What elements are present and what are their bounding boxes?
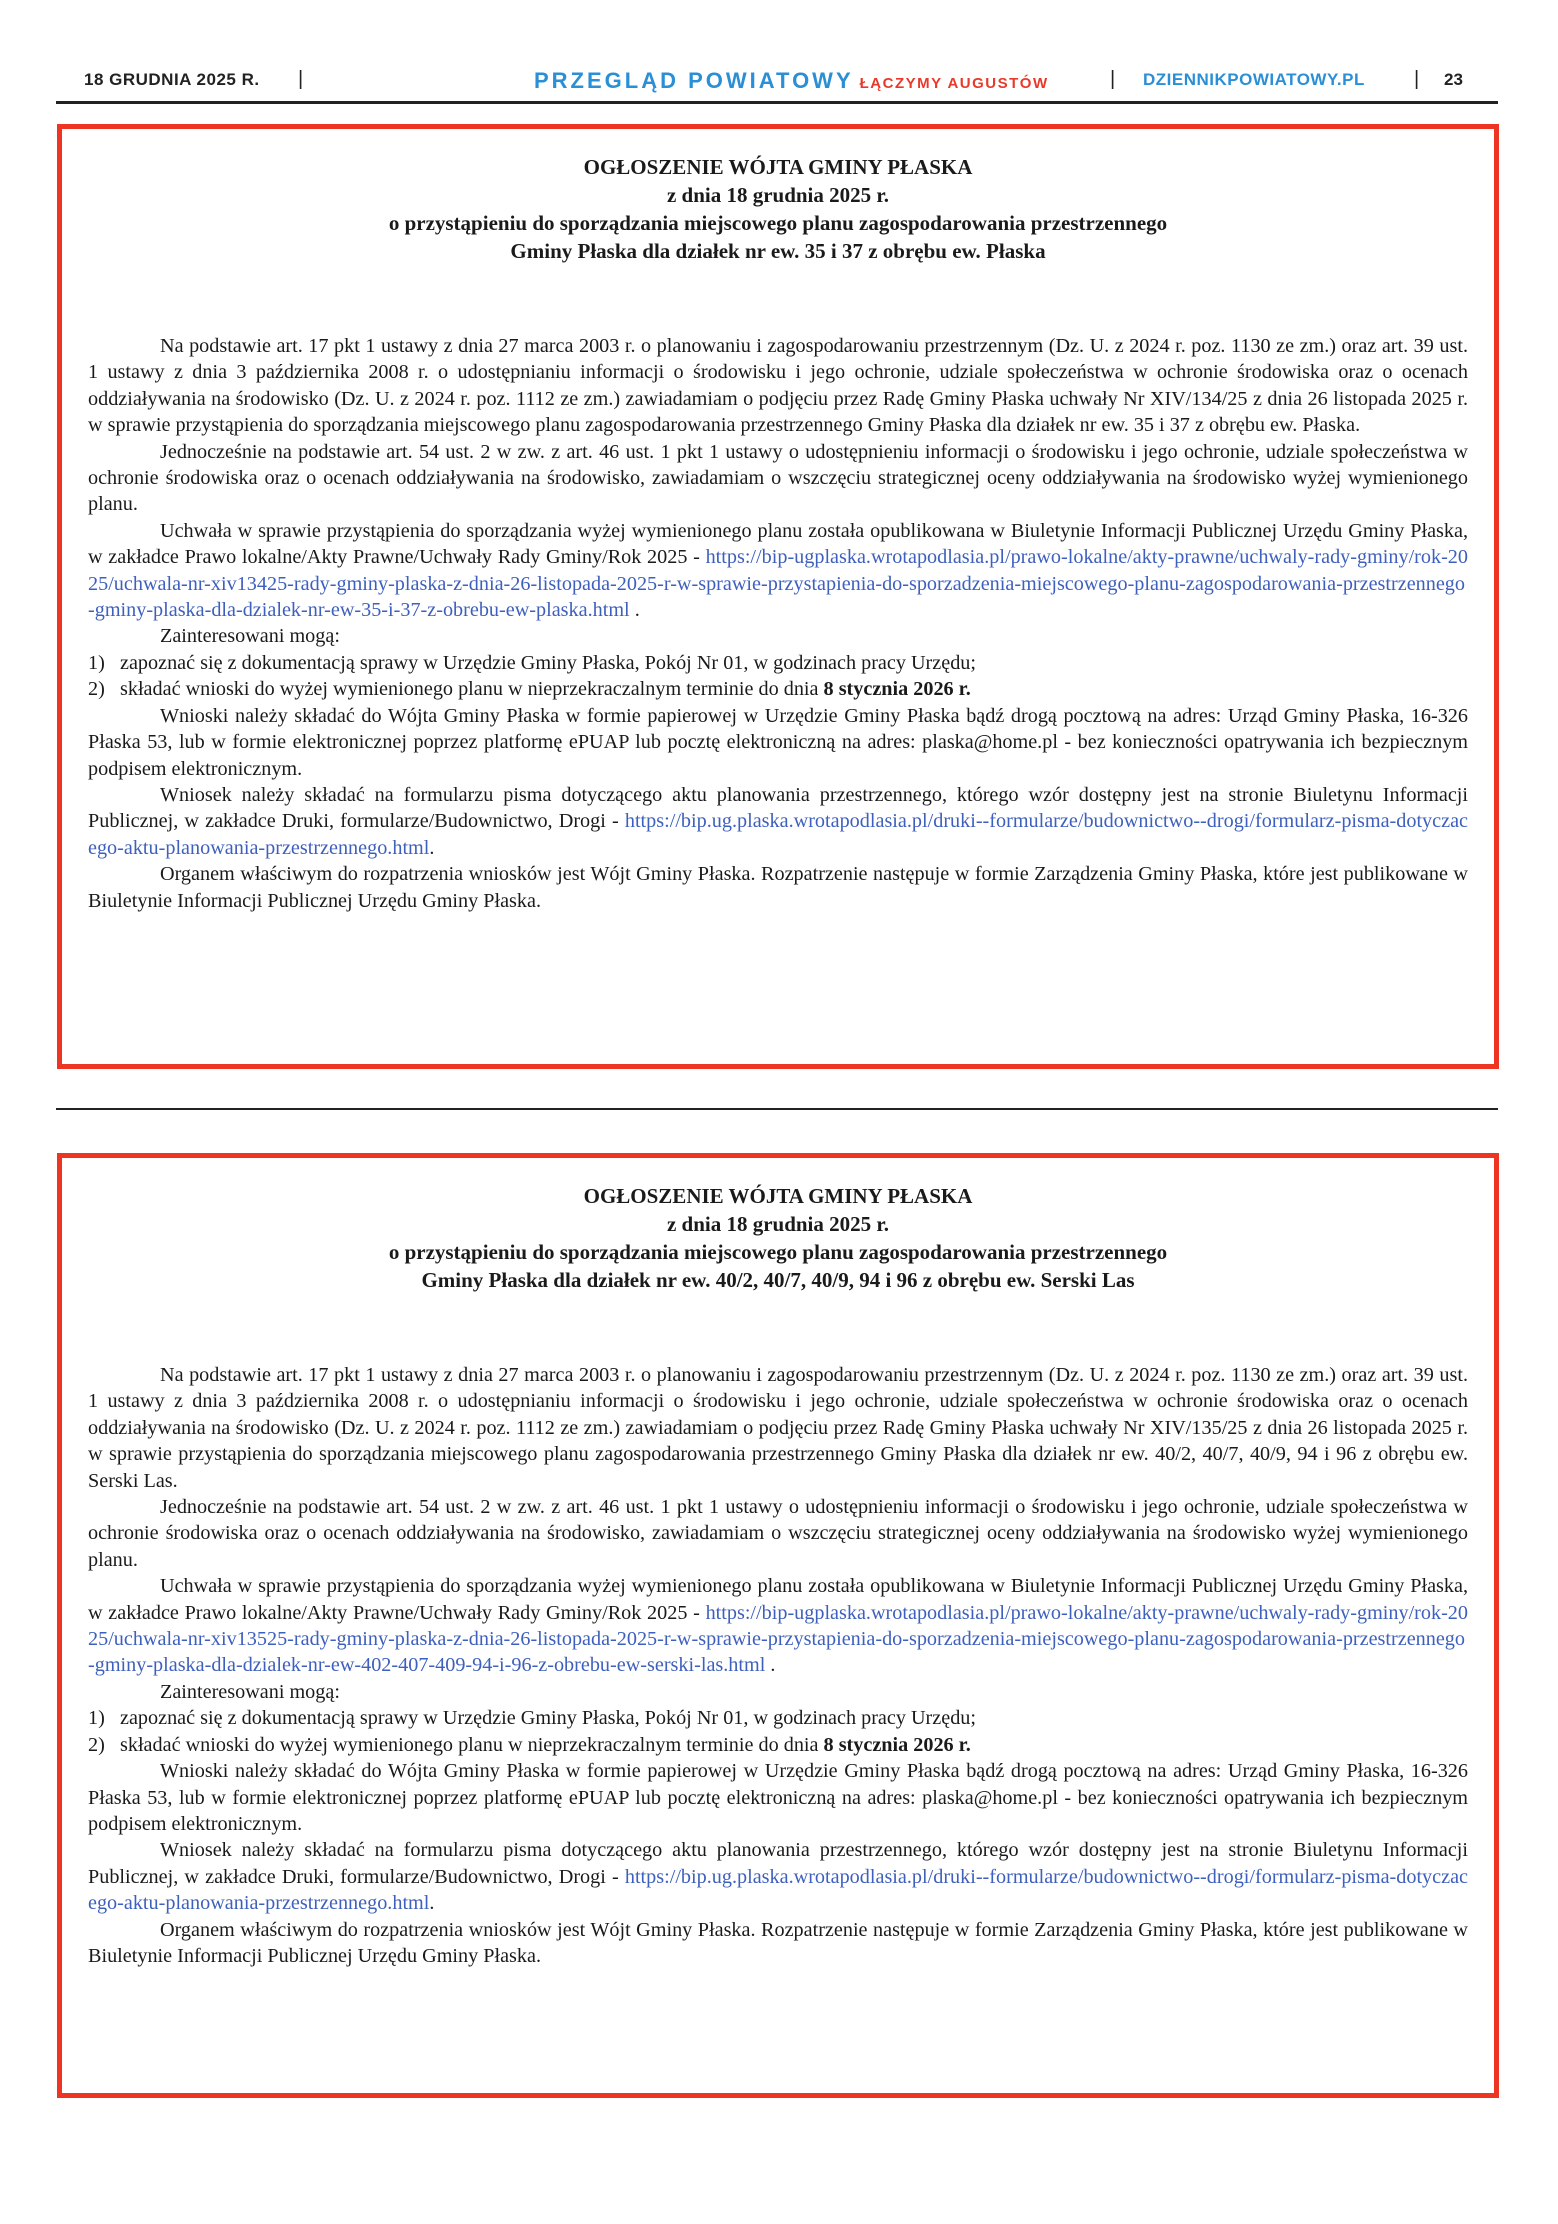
paragraph xyxy=(88,1573,1468,1679)
form-link[interactable]: https://bip.ug.plaska.wrotapodlasia.pl/druki--formularze/budownictwo--drogi/formularz-pisma-dotyczacego-aktu-planowania-przestrzennego.html xyxy=(88,810,1468,859)
notice-date: z dnia 18 grudnia 2025 r. xyxy=(666,1212,890,1236)
notice-parcels: Gminy Płaska dla działek nr ew. 35 i 37 z obrębu ew. Płaska xyxy=(510,239,1046,263)
header-separator: | xyxy=(1110,68,1116,90)
list-text: zapoznać się z dokumentacją sprawy w Urzędzie Gminy Płaska, Pokój Nr 01, w godzinach pracy Urzędu; xyxy=(120,651,976,674)
paragraph: Organem właściwym do rozpatrzenia wniosków jest Wójt Gminy Płaska. Rozpatrzenie następuje w formie Zarządzenia Gminy Płaska, które jest publikowane w Biuletynie Informacji Publicznej Urzędu Gminy Płaska. xyxy=(88,863,1468,912)
website-link[interactable]: DZIENNIKPOWIATOWY.PL xyxy=(1143,70,1365,89)
page-number: 23 xyxy=(1444,70,1463,89)
notice-date: z dnia 18 grudnia 2025 r. xyxy=(666,183,890,207)
paragraph: Na podstawie art. 17 pkt 1 ustawy z dnia 27 marca 2003 r. o planowaniu i zagospodarowaniu przestrzennym (Dz. U. z 2024 r. poz. 1130 ze zm.) oraz art. 39 ust. 1 ustawy z dnia 3 października 2008 r. o udostępnianiu informacji o środowisku i jego ochronie, udziale społeczeństwa w ochronie środowiska oraz o ocenach oddziaływania na środowisko (Dz. U. z 2024 r. poz. 1112 ze zm.) zawiadamiam o podjęciu przez Radę Gminy Płaska uchwały Nr XIV/135/25 z dnia 26 listopada 2025 r. w sprawie przystąpienia do sporządzania miejscowego planu zagospodarowania przestrzennego Gminy Płaska dla działek nr ew. 40/2, 40/7, 40/9, 94 i 96 z obrębu ew. Serski Las. xyxy=(88,1364,1468,1492)
resolution-link[interactable]: https://bip-ugplaska.wrotapodlasia.pl/prawo-lokalne/akty-prawne/uchwaly-rady-gminy/rok-2025/uchwala-nr-xiv13525-rady-gminy-plaska-z-dnia-26-listopada-2025-r-w-sprawie-przystapienia-do-sporzadzenia-miejscowego-planu-zagospodarowania-przestrzennego-gminy-plaska-dla-dzialek-nr-ew-402-407-409-94-i-96-z-obrebu-ew-serski-las.html xyxy=(88,1601,1468,1677)
paragraph-end: . xyxy=(765,1654,776,1677)
list-item xyxy=(88,650,1468,676)
paragraph xyxy=(88,518,1468,624)
paragraph: Organem właściwym do rozpatrzenia wniosków jest Wójt Gminy Płaska. Rozpatrzenie następuje w formie Zarządzenia Gminy Płaska, które jest publikowane w Biuletynie Informacji Publicznej Urzędu Gminy Płaska. xyxy=(88,1918,1468,1967)
paragraph xyxy=(88,782,1468,861)
notice-content xyxy=(88,153,1468,914)
list-text: składać wnioski do wyżej wymienionego planu w nieprzekraczalnym terminie do dnia xyxy=(120,1733,824,1756)
notice-body xyxy=(88,333,1468,914)
paragraph-text: Uchwała w sprawie przystąpienia do sporządzania wyżej wymienionego planu została opublikowana w Biuletynie Informacji Publicznej Urzędu Gminy Płaska, w zakładce Prawo lokalne/Akty Prawne/Uchwały Rady Gminy/Rok 2025 - xyxy=(88,1575,1468,1624)
notice-parcels: Gminy Płaska dla działek nr ew. 40/2, 40/7, 40/9, 94 i 96 z obrębu ew. Serski Las xyxy=(421,1268,1135,1292)
paragraph: Wnioski należy składać do Wójta Gminy Płaska w formie papierowej w Urzędzie Gminy Płaska bądź drogą pocztową na adres: Urząd Gminy Płaska, 16-326 Płaska 53, lub w formie elektronicznej poprzez platformę ePUAP lub pocztę elektroniczną na adres: plaska@home.pl - bez konieczności opatrywania ich bezpiecznym podpisem elektronicznym. xyxy=(88,704,1468,780)
paragraph: Zainteresowani mogą: xyxy=(160,1680,340,1703)
paragraph-end: . xyxy=(429,1892,435,1915)
resolution-link[interactable]: https://bip-ugplaska.wrotapodlasia.pl/prawo-lokalne/akty-prawne/uchwaly-rady-gminy/rok-2025/uchwala-nr-xiv13425-rady-gminy-plaska-z-dnia-26-listopada-2025-r-w-sprawie-przystapienia-do-sporzadzenia-miejscowego-planu-zagospodarowania-przestrzennego-gminy-plaska-dla-dzialek-nr-ew-35-i-37-z-obrebu-ew-plaska.html xyxy=(88,546,1468,622)
brand-title: PRZEGLĄD POWIATOWY xyxy=(534,68,854,93)
form-link[interactable]: https://bip.ug.plaska.wrotapodlasia.pl/druki--formularze/budownictwo--drogi/formularz-pisma-dotyczacego-aktu-planowania-przestrzennego.html xyxy=(88,1865,1468,1915)
list-number: 1) xyxy=(88,651,105,674)
notice-box xyxy=(57,1153,1499,2098)
list-item xyxy=(88,676,1468,702)
header-rule xyxy=(56,101,1498,104)
section-divider xyxy=(56,1108,1498,1110)
list-item xyxy=(88,1732,1468,1758)
paragraph-end: . xyxy=(629,599,640,622)
paragraph-text: Wniosek należy składać na formularzu pisma dotyczącego aktu planowania przestrzennego, którego wzór dostępny jest na stronie Biuletynu Informacji Publicznej, w zakładce Druki, formularze/Budownictwo, Drogi - xyxy=(88,1839,1468,1888)
newspaper-brand xyxy=(534,68,1049,94)
issue-date: 18 GRUDNIA 2025 R. xyxy=(84,70,260,89)
paragraph: Wnioski należy składać do Wójta Gminy Płaska w formie papierowej w Urzędzie Gminy Płaska bądź drogą pocztową na adres: Urząd Gminy Płaska, 16-326 Płaska 53, lub w formie elektronicznej poprzez platformę ePUAP lub pocztę elektroniczną na adres: plaska@home.pl - bez konieczności opatrywania ich bezpiecznym podpisem elektronicznym. xyxy=(88,1760,1468,1835)
header-separator: | xyxy=(298,68,304,90)
page-header xyxy=(56,66,1496,100)
list-number: 2) xyxy=(88,678,105,701)
paragraph xyxy=(88,1837,1468,1916)
brand-subtitle: ŁĄCZYMY AUGUSTÓW xyxy=(859,75,1049,92)
notice-subject: o przystąpieniu do sporządzania miejscowego planu zagospodarowania przestrzennego xyxy=(388,211,1168,235)
paragraph-text: Wniosek należy składać na formularzu pisma dotyczącego aktu planowania przestrzennego, którego wzór dostępny jest na stronie Biuletynu Informacji Publicznej, w zakładce Druki, formularze/Budownictwo, Drogi - xyxy=(88,783,1468,833)
notice-title: OGŁOSZENIE WÓJTA GMINY PŁASKA xyxy=(583,155,973,179)
paragraph: Jednocześnie na podstawie art. 54 ust. 2 w zw. z art. 46 ust. 1 pkt 1 ustawy o udostępnieniu informacji o środowisku i jego ochronie, udziale społeczeństwa w ochronie środowiska oraz o ocenach oddziaływania na środowisko, zawiadamiam o wszczęciu strategicznej oceny oddziaływania na środowisko wyżej wymienionego planu. xyxy=(88,1496,1468,1571)
header-separator: | xyxy=(1414,68,1420,90)
paragraph: Zainteresowani mogą: xyxy=(160,625,340,648)
list-text: zapoznać się z dokumentacją sprawy w Urzędzie Gminy Płaska, Pokój Nr 01, w godzinach pracy Urzędu; xyxy=(120,1707,976,1730)
list-text: składać wnioski do wyżej wymienionego planu w nieprzekraczalnym terminie do dnia xyxy=(120,678,824,701)
paragraph: Na podstawie art. 17 pkt 1 ustawy z dnia 27 marca 2003 r. o planowaniu i zagospodarowaniu przestrzennym (Dz. U. z 2024 r. poz. 1130 ze zm.) oraz art. 39 ust. 1 ustawy z dnia 3 października 2008 r. o udostępnianiu informacji o środowisku i jego ochronie, udziale społeczeństwa w ochronie środowiska oraz o ocenach oddziaływania na środowisko (Dz. U. z 2024 r. poz. 1112 ze zm.) zawiadamiam o podjęciu przez Radę Gminy Płaska uchwały Nr XIV/134/25 z dnia 26 listopada 2025 r. w sprawie przystąpienia do sporządzania miejscowego planu zagospodarowania przestrzennego Gminy Płaska dla działek nr ew. 35 i 37 z obrębu ew. Płaska. xyxy=(88,335,1468,437)
deadline: 8 stycznia 2026 r. xyxy=(823,678,971,701)
paragraph-end: . xyxy=(429,836,435,859)
notice-title: OGŁOSZENIE WÓJTA GMINY PŁASKA xyxy=(583,1184,973,1208)
list-number: 2) xyxy=(88,1733,105,1756)
deadline: 8 stycznia 2026 r. xyxy=(823,1733,971,1756)
notice-box xyxy=(57,124,1499,1069)
notice-content xyxy=(88,1182,1468,1969)
paragraph-text: Uchwała w sprawie przystąpienia do sporządzania wyżej wymienionego planu została opublikowana w Biuletynie Informacji Publicznej Urzędu Gminy Płaska, w zakładce Prawo lokalne/Akty Prawne/Uchwały Rady Gminy/Rok 2025 - xyxy=(88,519,1468,569)
paragraph: Jednocześnie na podstawie art. 54 ust. 2 w zw. z art. 46 ust. 1 pkt 1 ustawy o udostępnieniu informacji o środowisku i jego ochronie, udziale społeczeństwa w ochronie środowiska oraz o ocenach oddziaływania na środowisko, zawiadamiam o wszczęciu strategicznej oceny oddziaływania na środowisko wyżej wymienionego planu. xyxy=(88,440,1468,516)
list-item xyxy=(88,1705,1468,1731)
notice-body xyxy=(88,1362,1468,1969)
notice-subject: o przystąpieniu do sporządzania miejscowego planu zagospodarowania przestrzennego xyxy=(388,1240,1168,1264)
list-number: 1) xyxy=(88,1707,105,1730)
